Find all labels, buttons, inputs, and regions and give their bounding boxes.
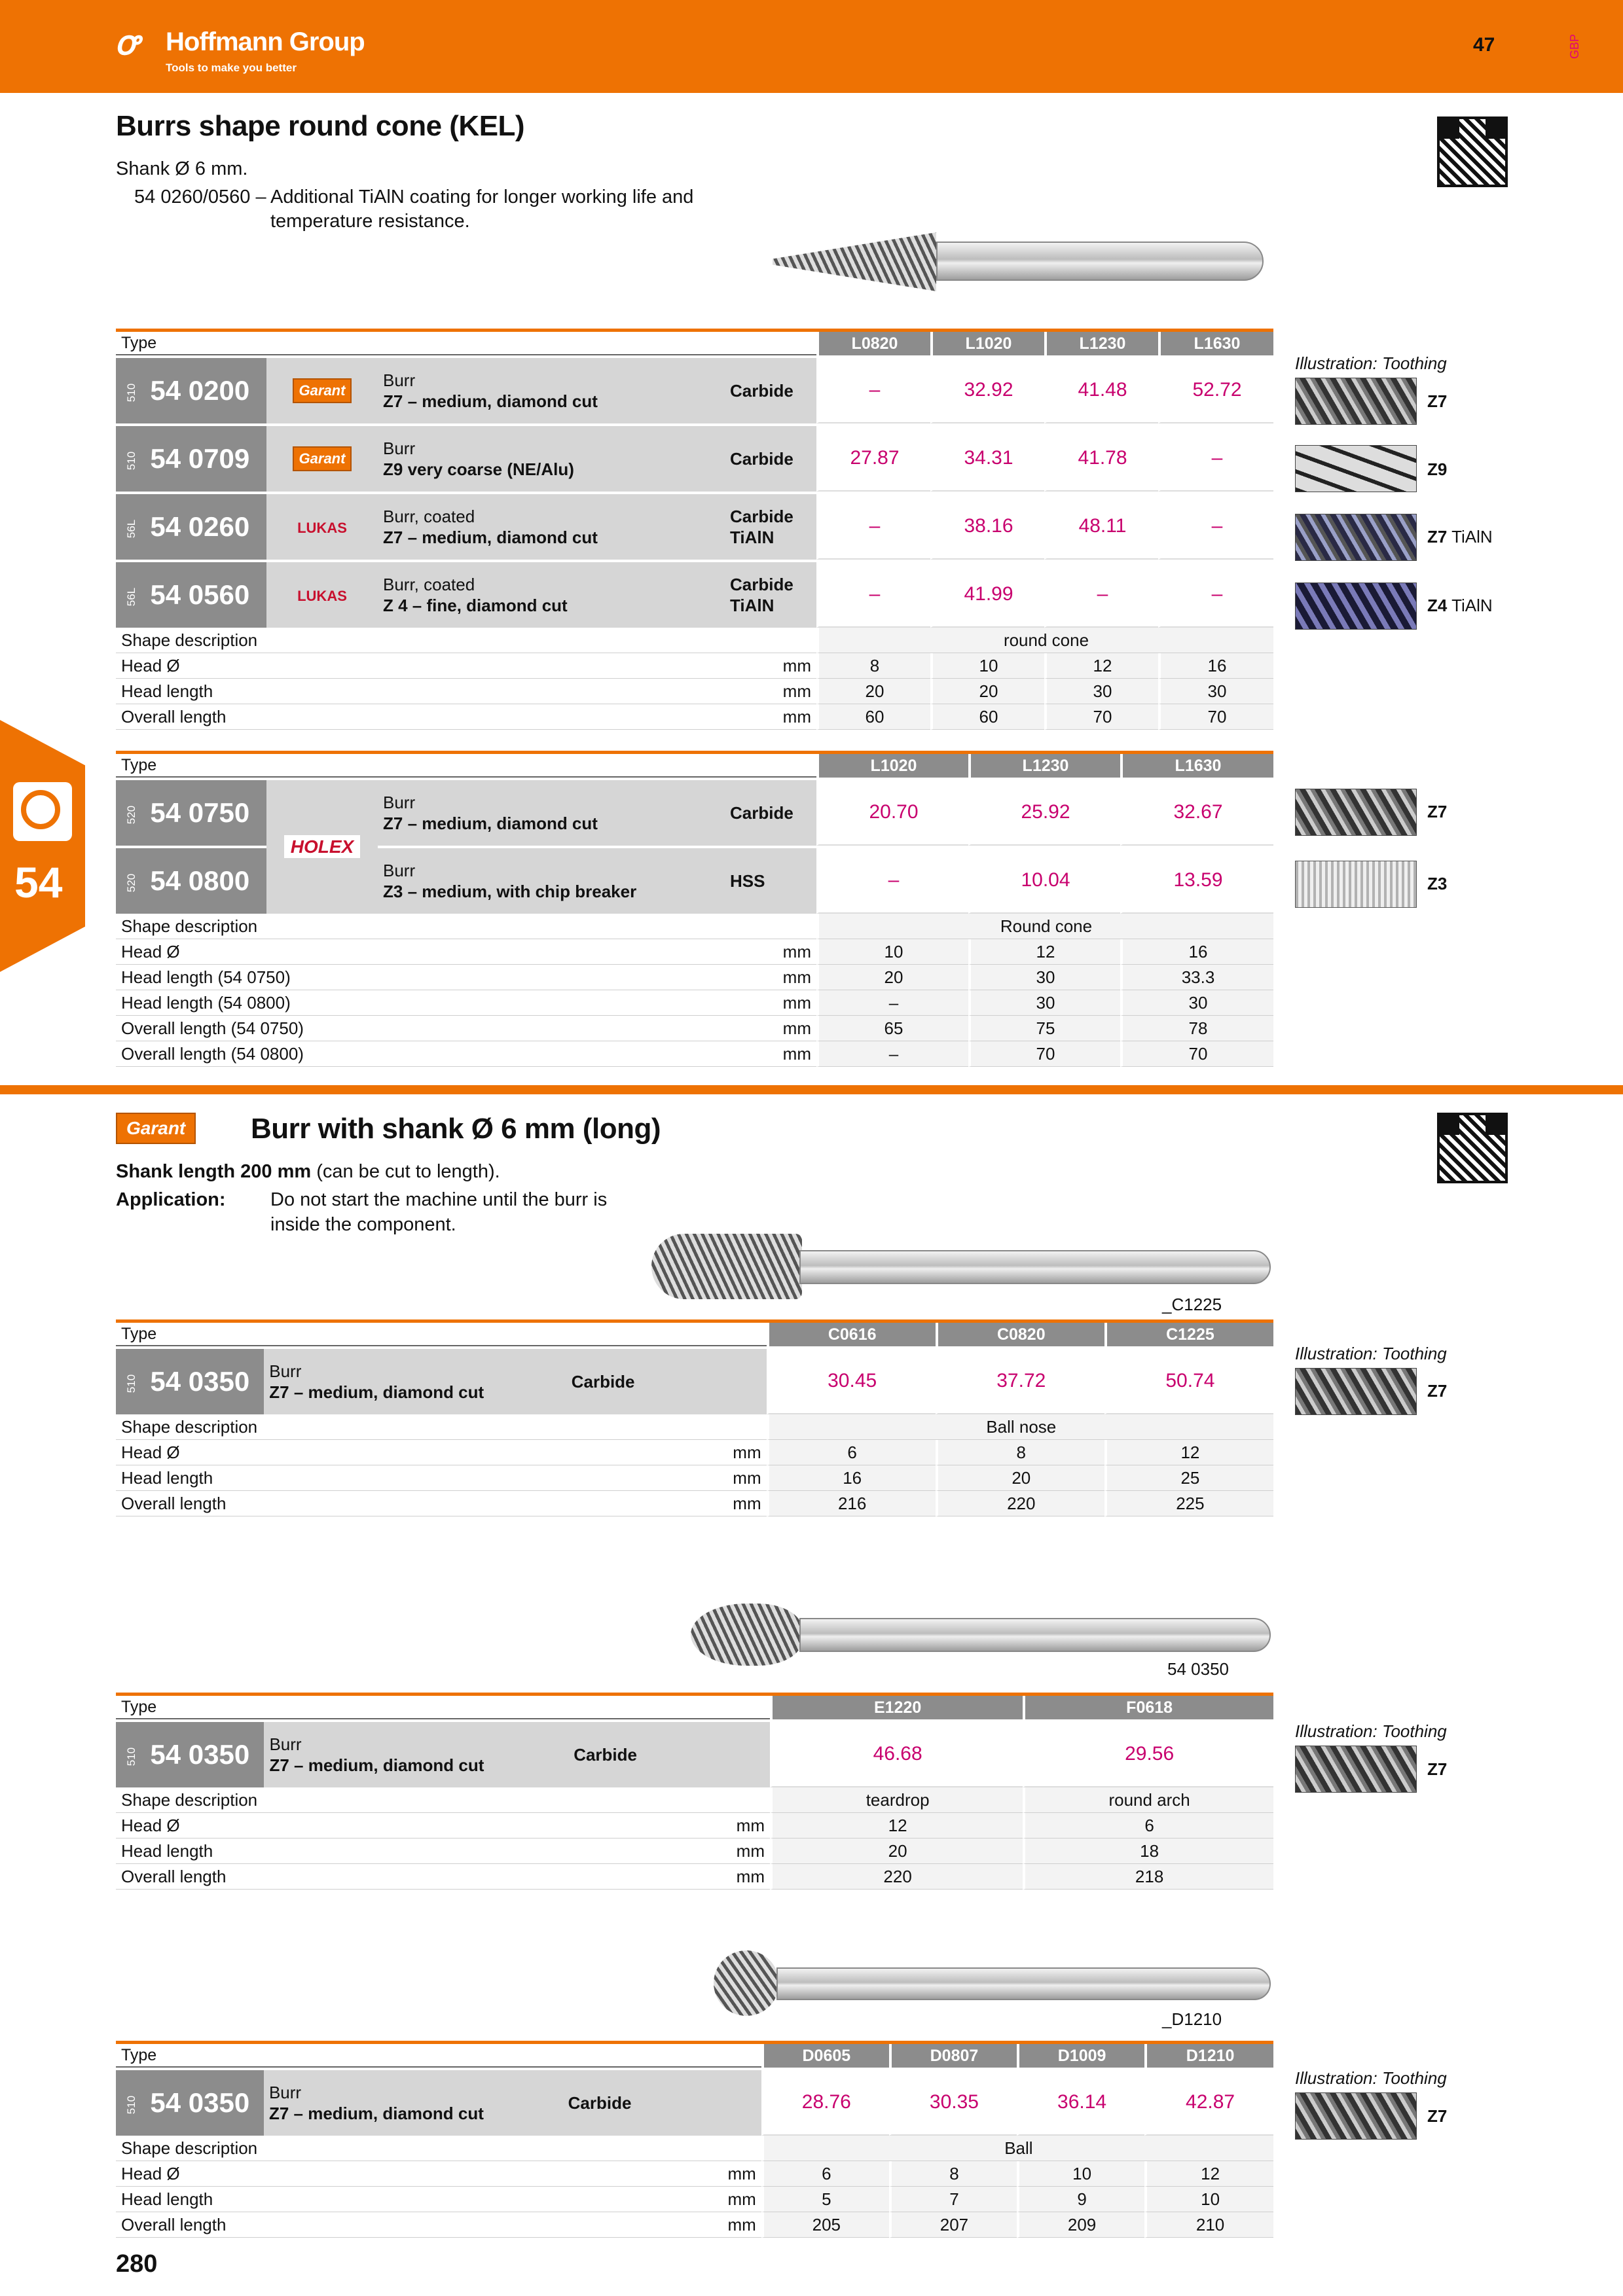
article-number[interactable]: 510 54 0709: [116, 423, 266, 492]
image-label: _C1225: [1162, 1295, 1222, 1314]
col-header: L1630: [1120, 754, 1273, 778]
price[interactable]: 20.70: [816, 778, 968, 846]
col-header: L0820: [816, 332, 930, 355]
illustration-title: Illustration: Toothing: [1295, 1721, 1447, 1741]
article-number[interactable]: 510 54 0350: [116, 1719, 264, 1787]
spec-row: Shape description round cone: [116, 628, 1273, 653]
price[interactable]: 13.59: [1120, 846, 1273, 914]
toothing-z3-icon: [1295, 861, 1417, 908]
toothing-z7-icon: [1295, 1746, 1417, 1793]
country-code: GBP: [1568, 33, 1581, 59]
product-image-ball-nose-burr: [651, 1234, 1273, 1299]
logo-mark-icon: ꝍ: [115, 24, 138, 62]
price[interactable]: 29.56: [1023, 1719, 1273, 1787]
brand-logo-garant: Garant: [266, 423, 378, 492]
product-table-1: [116, 332, 1273, 730]
application-label: Application:: [116, 1189, 226, 1210]
price[interactable]: 48.11: [1044, 492, 1158, 560]
table-row: [116, 355, 1273, 423]
table-row: [116, 1719, 1273, 1787]
price[interactable]: –: [1158, 423, 1273, 492]
note-line-2: temperature resistance.: [270, 211, 470, 232]
qr-code-icon[interactable]: [1437, 1113, 1508, 1183]
spec-row: Shape description Round cone: [116, 914, 1273, 939]
brand-logo-lukas: LUKAS: [266, 560, 378, 628]
material: Carbide TiAlN: [725, 492, 816, 560]
toothing-z4-tialn-icon: [1295, 583, 1417, 630]
col-header: E1220: [770, 1696, 1023, 1719]
table-row: [116, 492, 1273, 560]
product-image-cone-burr: [773, 232, 1270, 291]
description: Burr Z9 very coarse (NE/Alu): [378, 423, 725, 492]
toothing-label: Z3: [1427, 874, 1448, 893]
article-number[interactable]: 510 54 0350: [116, 1346, 264, 1414]
section-divider: [0, 1085, 1623, 1094]
brand-logo-garant: Garant: [266, 355, 378, 423]
col-header: D0605: [761, 2044, 889, 2068]
type-label: Type: [116, 1323, 767, 1346]
section-title: Burrs shape round cone (KEL): [116, 110, 525, 142]
material: Carbide TiAlN: [725, 560, 816, 628]
price[interactable]: 30.35: [889, 2068, 1017, 2136]
qr-code-icon[interactable]: [1437, 117, 1508, 187]
spec-row: Head Ø mm 10 12 16: [116, 939, 1273, 965]
spec-row: Head Ø mm 12 6: [116, 1813, 1273, 1839]
material: Carbide: [725, 778, 816, 846]
image-label: 54 0350: [1167, 1659, 1229, 1679]
toothing-label: Z7 TiAlN: [1427, 527, 1493, 547]
brand-logo-holex: HOLEX: [266, 778, 378, 914]
toothing-z7-icon: [1295, 378, 1417, 425]
price[interactable]: 25.92: [968, 778, 1120, 846]
logo-tagline: Tools to make you better: [166, 62, 297, 74]
logo-name: Hoffmann Group: [166, 27, 365, 56]
shank-length-info: Shank length 200 mm (can be cut to length).: [116, 1161, 500, 1182]
spec-row: Shape description teardrop round arch: [116, 1787, 1273, 1813]
illustration-title: Illustration: Toothing: [1295, 1344, 1447, 1363]
col-header: C0616: [767, 1323, 936, 1346]
price[interactable]: 37.72: [936, 1346, 1104, 1414]
toothing-label: Z7: [1427, 391, 1448, 411]
table-row: [116, 778, 1273, 846]
article-number[interactable]: 56L 54 0560: [116, 560, 266, 628]
description: Burr Z7 – medium, diamond cut: [264, 2068, 563, 2136]
spec-row: Head Ø mm 6 8 12: [116, 1440, 1273, 1465]
spec-row: Overall length mm 205 207 209 210: [116, 2212, 1273, 2238]
price[interactable]: 32.67: [1120, 778, 1273, 846]
toothing-label: Z7: [1427, 2106, 1448, 2126]
col-header: F0618: [1023, 1696, 1273, 1719]
price[interactable]: 34.31: [930, 423, 1044, 492]
spec-row: Head length mm 20 20 30 30: [116, 679, 1273, 704]
toothing-z7-tialn-icon: [1295, 514, 1417, 561]
spec-row: Head Ø mm 6 8 10 12: [116, 2161, 1273, 2187]
garant-logo: Garant: [116, 1113, 196, 1144]
description: Burr Z3 – medium, with chip breaker: [378, 846, 725, 914]
price[interactable]: 41.48: [1044, 355, 1158, 423]
material: HSS: [725, 846, 816, 914]
product-table-3: [116, 1323, 1273, 1516]
spec-row: Head length (54 0750) mm 20 30 33.3: [116, 965, 1273, 990]
toothing-label: Z9: [1427, 459, 1448, 479]
type-label: Type: [116, 2044, 761, 2068]
toothing-label: Z7: [1427, 802, 1448, 821]
brand-logo-lukas: LUKAS: [266, 492, 378, 560]
price[interactable]: 28.76: [761, 2068, 889, 2136]
article-number[interactable]: 520 54 0750: [116, 778, 266, 846]
spec-row: Overall length (54 0750) mm 65 75 78: [116, 1016, 1273, 1041]
price[interactable]: 41.99: [930, 560, 1044, 628]
product-table-5: [116, 2044, 1273, 2238]
description: Burr, coated Z7 – medium, diamond cut: [378, 492, 725, 560]
toothing-z9-icon: [1295, 445, 1417, 492]
toothing-z7-icon: [1295, 1368, 1417, 1415]
shank-info: Shank Ø 6 mm.: [116, 158, 248, 179]
page-number-top: 47: [1473, 34, 1495, 56]
spec-row: Head length mm 16 20 25: [116, 1465, 1273, 1491]
col-header: C1225: [1104, 1323, 1273, 1346]
illustration-title: Illustration: Toothing: [1295, 2068, 1447, 2088]
toothing-label: Z4 TiAlN: [1427, 596, 1493, 615]
type-label: Type: [116, 332, 816, 355]
toothing-label: Z7: [1427, 1381, 1448, 1401]
col-header: D1210: [1144, 2044, 1273, 2068]
price[interactable]: 52.72: [1158, 355, 1273, 423]
spec-row: Head length (54 0800) mm – 30 30: [116, 990, 1273, 1016]
spec-row: Overall length (54 0800) mm – 70 70: [116, 1041, 1273, 1067]
price[interactable]: 30.45: [767, 1346, 936, 1414]
price[interactable]: 50.74: [1104, 1346, 1273, 1414]
product-image-ball-burr: [714, 1950, 1273, 2016]
article-number[interactable]: 520 54 0800: [116, 846, 266, 914]
col-header: L1230: [1044, 332, 1158, 355]
price[interactable]: 42.87: [1144, 2068, 1273, 2136]
col-header: C0820: [936, 1323, 1104, 1346]
note-line-1: Additional TiAlN coating for longer working life and: [270, 187, 694, 207]
col-header: L1020: [930, 332, 1044, 355]
grinding-disc-icon: [13, 782, 72, 841]
description: Burr Z7 – medium, diamond cut: [378, 355, 725, 423]
toothing-z7-icon: [1295, 2092, 1417, 2140]
price[interactable]: –: [1158, 492, 1273, 560]
spec-row: Overall length mm 220 218: [116, 1864, 1273, 1890]
col-header: L1630: [1158, 332, 1273, 355]
table-row: [116, 2068, 1273, 2136]
price[interactable]: –: [816, 560, 930, 628]
spec-row: Shape description Ball: [116, 2136, 1273, 2161]
col-header: D1009: [1017, 2044, 1144, 2068]
article-number[interactable]: 56L 54 0260: [116, 492, 266, 560]
product-table-4: [116, 1696, 1273, 1890]
spec-row: Overall length mm 216 220 225: [116, 1491, 1273, 1516]
type-label: Type: [116, 1696, 770, 1719]
article-number[interactable]: 510 54 0200: [116, 355, 266, 423]
image-label: _D1210: [1162, 2009, 1222, 2029]
price[interactable]: –: [1158, 560, 1273, 628]
page-number: 280: [116, 2250, 158, 2278]
description: Burr Z7 – medium, diamond cut: [264, 1719, 568, 1787]
price[interactable]: 10.04: [968, 846, 1120, 914]
spec-row: Head Ø mm 8 10 12 16: [116, 653, 1273, 679]
price[interactable]: 32.92: [930, 355, 1044, 423]
material: Carbide: [725, 355, 816, 423]
material: Carbide: [566, 1346, 767, 1414]
section-title: Burr with shank Ø 6 mm (long): [251, 1113, 661, 1145]
col-header: D0807: [889, 2044, 1017, 2068]
col-header: L1020: [816, 754, 968, 778]
spec-row: Overall length mm 60 60 70 70: [116, 704, 1273, 730]
note-ref: 54 0260/0560 –: [134, 187, 266, 207]
chapter-tab: [0, 720, 85, 972]
article-number[interactable]: 510 54 0350: [116, 2068, 264, 2136]
illustration-title: Illustration: Toothing: [1295, 353, 1447, 373]
table-row: [116, 560, 1273, 628]
product-table-2: [116, 754, 1273, 1067]
toothing-label: Z7: [1427, 1759, 1448, 1779]
price[interactable]: –: [1044, 560, 1158, 628]
material: Carbide: [725, 423, 816, 492]
material: Carbide: [563, 2068, 761, 2136]
spec-row: Head length mm 5 7 9 10: [116, 2187, 1273, 2212]
type-label: Type: [116, 754, 816, 778]
table-row: [116, 423, 1273, 492]
price[interactable]: 38.16: [930, 492, 1044, 560]
price[interactable]: 41.78: [1044, 423, 1158, 492]
spec-row: Shape description Ball nose: [116, 1414, 1273, 1440]
product-image-teardrop-burr: [691, 1604, 1273, 1666]
description: Burr Z7 – medium, diamond cut: [378, 778, 725, 846]
price[interactable]: 36.14: [1017, 2068, 1144, 2136]
toothing-z7-icon: [1295, 789, 1417, 836]
spec-row: Head length mm 20 18: [116, 1839, 1273, 1864]
hoffmann-logo: [115, 18, 390, 77]
description: Burr Z7 – medium, diamond cut: [264, 1346, 566, 1414]
application-line-1: Do not start the machine until the burr is: [270, 1189, 608, 1210]
chapter-number: 54: [14, 858, 63, 906]
description: Burr, coated Z 4 – fine, diamond cut: [378, 560, 725, 628]
price[interactable]: 27.87: [816, 423, 930, 492]
price[interactable]: –: [816, 492, 930, 560]
material: Carbide: [568, 1719, 770, 1787]
col-header: L1230: [968, 754, 1120, 778]
price[interactable]: –: [816, 846, 968, 914]
price[interactable]: 46.68: [770, 1719, 1023, 1787]
application-line-2: inside the component.: [270, 1214, 456, 1235]
table-row: [116, 1346, 1273, 1414]
price[interactable]: –: [816, 355, 930, 423]
